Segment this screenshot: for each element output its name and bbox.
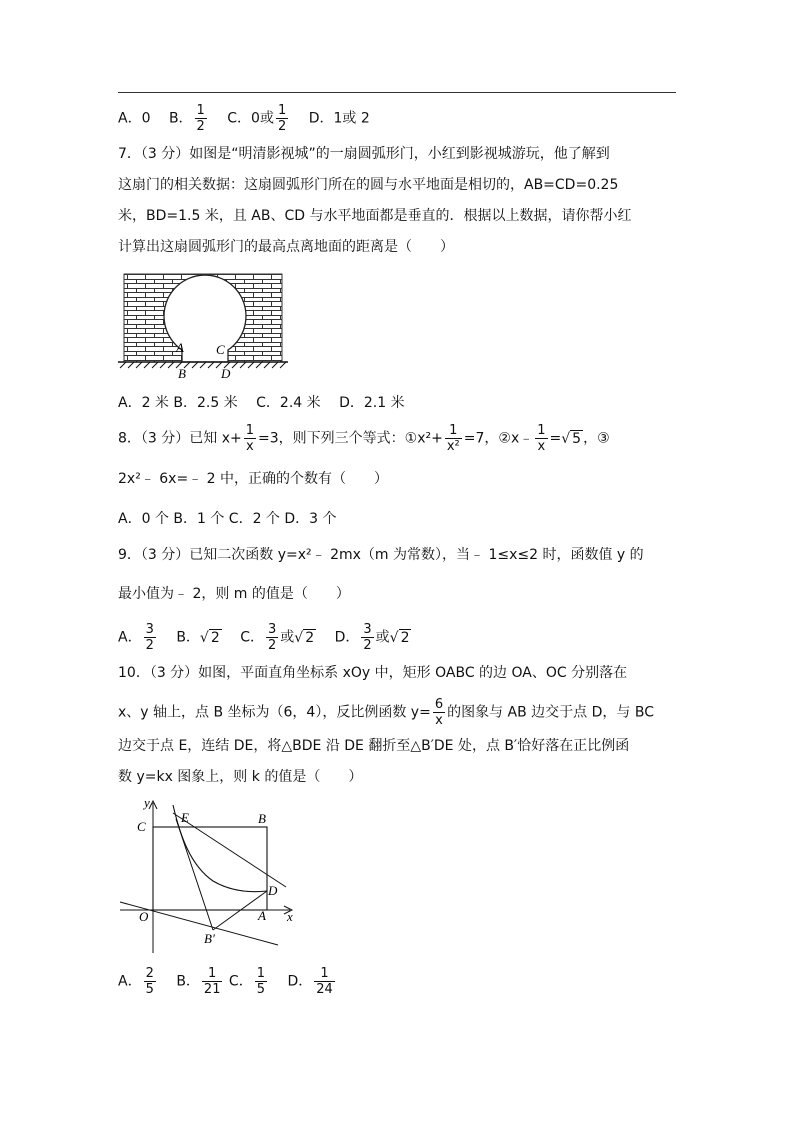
q8-sqrt: √ 5 [561, 430, 582, 447]
q6-option-d: D．1或 2 [308, 110, 370, 127]
rectangle-OABC [153, 827, 267, 910]
q6-option-c-fraction: $\frac{1}{2}$ [277, 103, 287, 134]
q7-arch-door-figure [118, 270, 288, 382]
q6-option-c: C．0或 [227, 110, 274, 127]
q9-option-a: A． [118, 629, 142, 646]
label-A: A [176, 340, 184, 355]
q8-line-2: 2x²﹣ 6x=﹣ 2 中，正确的个数有（ ） [118, 471, 388, 487]
q8-options: A．0 个 B．1 个 C．2 个 D．3 个 [118, 511, 337, 527]
label-E: E [181, 810, 189, 825]
ground-hatching [120, 362, 286, 368]
q9-option-b: B． [176, 629, 200, 646]
q8-fraction-2: $\frac{1}{\text{x²}}$ [446, 423, 460, 454]
label-D: D [268, 883, 278, 898]
q10-line-4: 数 y=kx 图象上，则 k 的值是（ ） [118, 769, 363, 785]
q8-line-1: 8．（3 分）已知 x+ $\frac{1}{x}$ =3，则下列三个等式：①x²+ $\frac{1}{\text{x²}}$ =7，②x﹣ $\frac{1}{x}$ =√ 5 ，③ [118, 423, 610, 454]
q7-line-3: 米，BD=1.5 米，且 AB、CD 与水平地面都是垂直的．根据以上数据，请你帮小红 [118, 208, 632, 224]
q10-option-b: B． [176, 973, 200, 990]
label-D: D [221, 366, 231, 381]
line-ED-extended [173, 813, 286, 887]
q6-option-b-fraction: $\frac{1}{2}$ [196, 103, 205, 134]
q9-options: A． $\frac{3}{2}$ B．√ 2 C． $\frac{3}{2}$ 或√ 2 D． $\frac{3}{2}$ 或√ 2 [118, 622, 410, 653]
q9-option-c: C． [240, 629, 264, 646]
q6-option-a: A．0 [118, 110, 151, 127]
q10-line-1: 10．（3 分）如图，平面直角坐标系 xOy 中，矩形 OABC 的边 OA、OC 分别落在 [118, 665, 628, 681]
q10-line-2: x、y 轴上，点 B 坐标为（6，4），反比例函数 y= $\frac{6}{x}$ 的图象与 AB 边交于点 D，与 BC [118, 697, 654, 728]
header-rule [118, 92, 676, 93]
label-B: B [258, 811, 266, 826]
q7-line-1: 7．（3 分）如图是“明清影视城”的一扇圆弧形门，小红到影视城游玩，他了解到 [118, 146, 610, 162]
label-x: x [287, 909, 293, 924]
label-C: C [216, 342, 225, 357]
label-B: B [178, 366, 186, 381]
label-O: O [139, 909, 149, 924]
q6-option-b: B． [168, 110, 193, 127]
label-y: y [144, 795, 150, 810]
q8-fraction-1: $\frac{1}{x}$ [245, 423, 255, 454]
q9-line-1: 9．（3 分）已知二次函数 y=x²﹣ 2mx（m 为常数），当﹣ 1≤x≤2 时，函数值 y 的 [118, 547, 644, 563]
q8-fraction-3: $\frac{1}{x}$ [537, 423, 546, 454]
q9-line-2: 最小值为﹣ 2，则 m 的值是（ ） [118, 586, 350, 602]
q10-options: A． $\frac{2}{5}$ B． $\frac{1}{21}$ C． $\frac{1}{5}$ D． $\frac{1}{24}$ [118, 966, 333, 997]
label-B-prime: B′ [204, 931, 215, 946]
q7-line-2: 这扇门的相关数据：这扇圆弧形门所在的圆与水平地面是相切的，AB=CD=0.25 [118, 177, 619, 193]
q10-coordinate-figure [118, 795, 308, 955]
q10-option-d: D． [287, 973, 313, 990]
label-A: A [258, 908, 266, 923]
q7-options: A．2 米 B．2.5 米 C．2.4 米 D．2.1 米 [118, 395, 405, 411]
q10-line-3: 边交于点 E，连结 DE，将△BDE 沿 DE 翻折至△B′DE 处，点 B′恰好落在正比例函 [118, 738, 630, 754]
q6-options [118, 103, 370, 134]
q10-option-a: A． [118, 973, 142, 990]
q10-fraction: $\frac{6}{x}$ [434, 697, 444, 728]
q10-option-c: C． [228, 973, 253, 990]
q9-option-d: D． [334, 629, 360, 646]
q7-line-4: 计算出这扇圆弧形门的最高点离地面的距离是（ ） [118, 239, 454, 255]
label-C: C [137, 819, 146, 834]
